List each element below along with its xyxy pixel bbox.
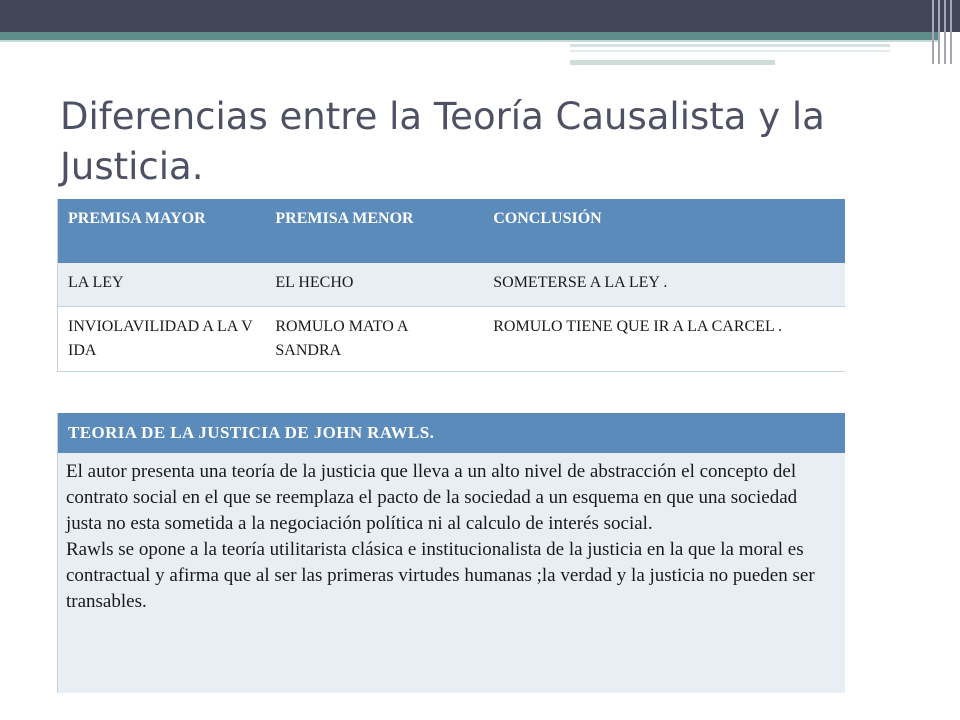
accent-stripe-thin [0, 40, 940, 42]
decorative-line [570, 50, 890, 52]
corner-decoration [932, 0, 934, 64]
decorative-line [570, 44, 890, 47]
header-premisa-menor: PREMISA MENOR [265, 199, 483, 263]
table-cell: ROMULO TIENE QUE IR A LA CARCEL . [483, 307, 845, 372]
rawls-header: TEORIA DE LA JUSTICIA DE JOHN RAWLS. [58, 413, 846, 453]
table-header-row [58, 199, 846, 263]
table-cell: EL HECHO [265, 263, 483, 307]
corner-decoration [950, 0, 952, 64]
header-conclusion: CONCLUSIÓN [483, 199, 845, 263]
table-cell: ROMULO MATO A SANDRA [265, 307, 483, 372]
table-cell: INVIOLAVILIDAD A LA VIDA [58, 307, 266, 372]
table-cell: LA LEY [58, 263, 266, 307]
rawls-paragraph: Rawls se opone a la teoría utilitarista clásica e institucionalista de la justicia en la que la moral es contractual y afirma que al ser las primeras virtudes humanas ;la verdad y la justicia no pueden ser transables. [66, 539, 815, 612]
rawls-header-row [58, 413, 846, 453]
rawls-theory-table [57, 413, 845, 693]
top-banner [0, 0, 960, 32]
table-cell: SOMETERSE A LA LEY . [483, 263, 845, 307]
rawls-paragraph: El autor presenta una teoría de la justicia que lleva a un alto nivel de abstracción el concepto del contrato social en el que se reemplaza el pacto de la sociedad a un esquema en que una sociedad justa no esta sometida a la negociación política ni al calculo de interés social. [66, 461, 798, 534]
corner-decoration [944, 0, 946, 64]
slide-title: Diferencias entre la Teoría Causalista y la Justicia. [60, 95, 825, 188]
accent-stripe [0, 32, 940, 40]
decorative-line [570, 60, 775, 65]
corner-decoration [938, 0, 940, 64]
syllogism-table [57, 199, 845, 372]
table-row [58, 307, 846, 372]
header-premisa-mayor: PREMISA MAYOR [58, 199, 266, 263]
rawls-body-row [58, 453, 846, 693]
rawls-body [58, 453, 846, 693]
table-row [58, 263, 846, 307]
